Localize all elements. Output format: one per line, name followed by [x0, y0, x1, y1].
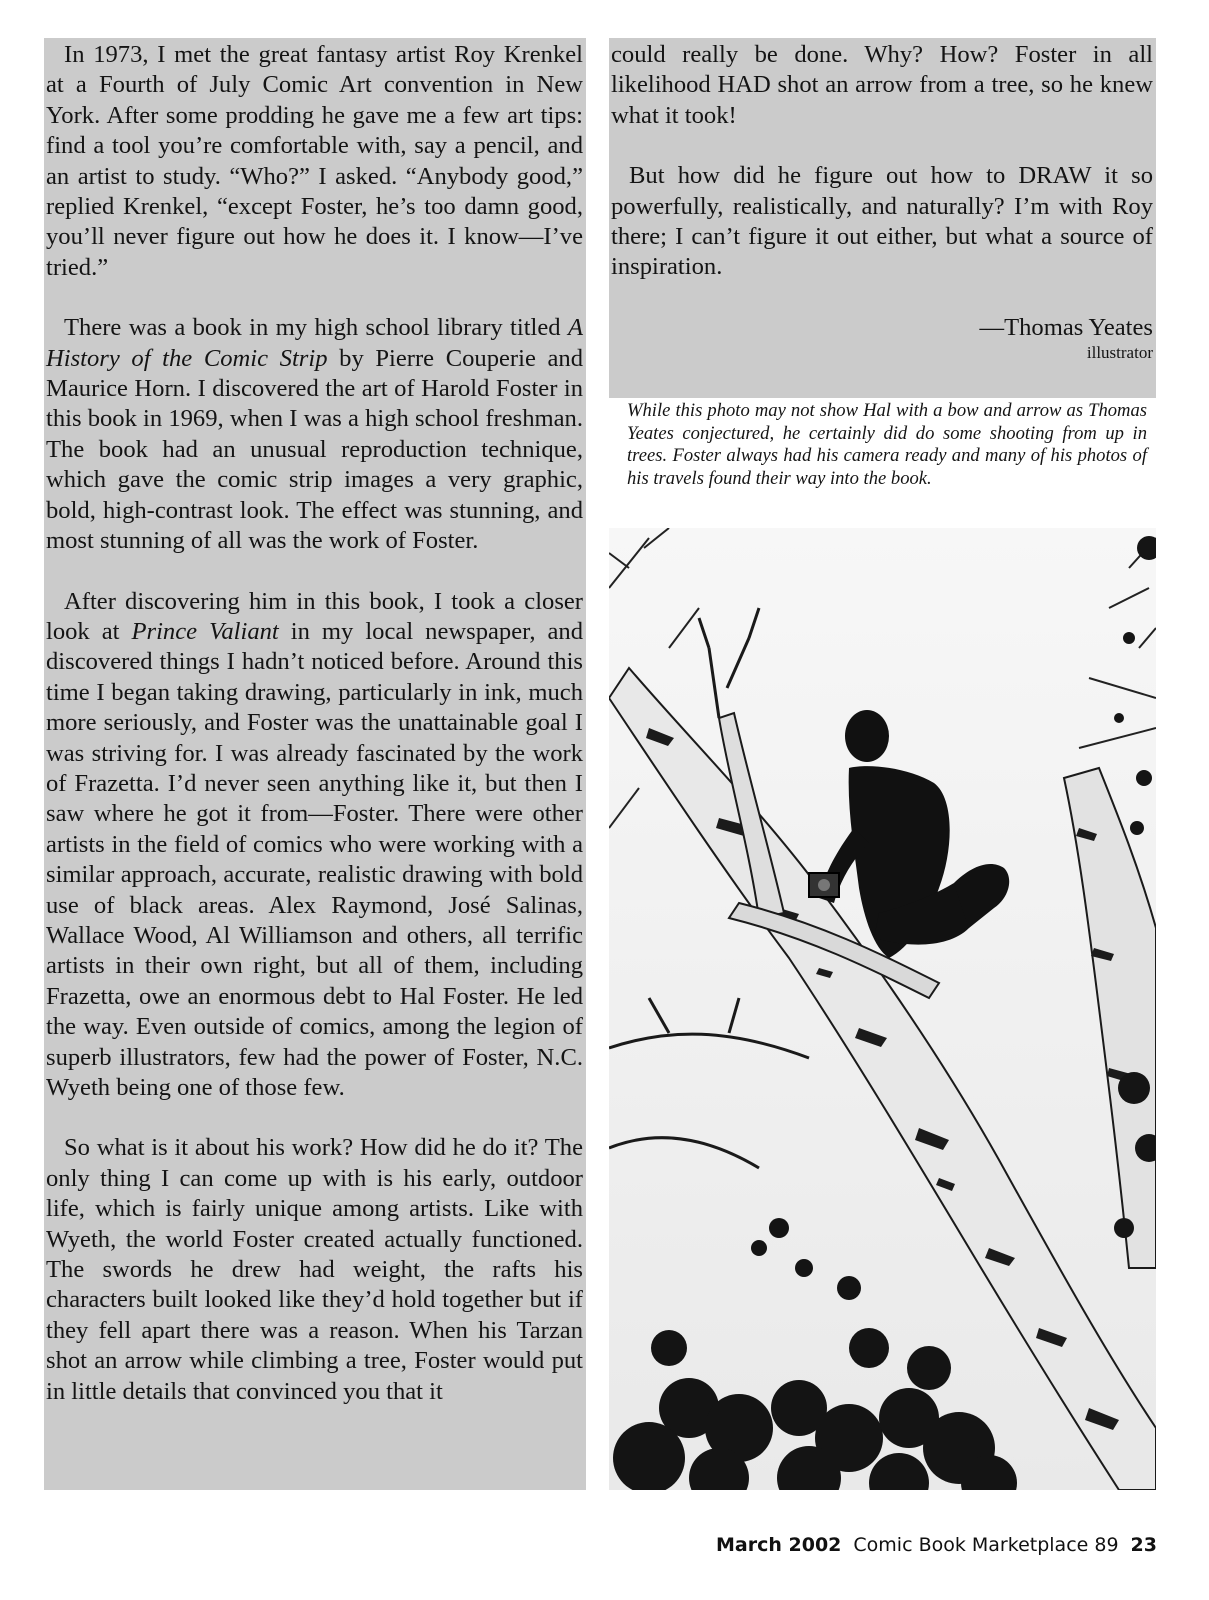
paragraph-text: by Pierre Couperie and Maurice Horn. I discovered the art of Harold Foster in this book in 1969, when I was a high school freshman. The book had an unusual reproduction technique, which gave the comic strip images a very graphic, bold, high-contrast look. The effect was stunning, and most stunning of all was the work of Foster.: [46, 344, 583, 555]
paragraph-text: There was a book in my high school library titled: [64, 314, 568, 342]
article-left-column: [44, 38, 586, 1490]
paragraph-roy-krenkel: In 1973, I met the great fantasy artist Roy Krenkel at a Fourth of July Comic Art convention in New York. After some prodding he gave me a few art tips: find a tool you’re comfortable with, say a pencil, and an artist to study. “Who?” I asked. “Anybody good,” replied Krenkel, “except Foster, he’s too damn good, you’ll never figure out how he does it. I know—I’ve tried.”: [46, 41, 583, 281]
publication-name: Comic Book Marketplace 89: [853, 1534, 1119, 1556]
paragraph-draw-it: But how did he figure out how to DRAW it so powerfully, realistically, and naturally? I’m with Roy there; I can’t figure it out either, but what a source of inspiration.: [611, 162, 1153, 281]
page-footer: [716, 1534, 1157, 1556]
paragraph-history-book: [46, 313, 583, 556]
photo-foster-in-tree: [609, 528, 1156, 1490]
page-number: 23: [1130, 1534, 1157, 1556]
paragraph-could-be-done: could really be done. Why? How? Foster in all likelihood HAD shot an arrow from a tree, so he knew what it took!: [611, 41, 1153, 129]
issue-date: March 2002: [716, 1534, 842, 1556]
paragraph-prince-valiant: [46, 587, 583, 1104]
paragraph-how-did-he-do-it: So what is it about his work? How did he do it? The only thing I can come up with is his early, outdoor life, which is fairly unique among artists. Like with Wyeth, the world Foster created actually functioned. The swords he drew had weight, the rafts his characters built looked like they’d hold together but if they fell apart there was a reason. When his Tarzan shot an arrow while climbing a tree, Foster would put in little details that convinced you that it: [46, 1134, 583, 1405]
paragraph-text: in my local newspaper, and discovered things I hadn’t noticed before. Around this time I began taking drawing, particularly in ink, much more seriously, and Foster was the unattainable goal I was striving for. I was already fascinated by the work of Frazetta. I’d never seen anything like it, but then I saw where he got it from—Foster. There were other artists in the field of comics who were working with a similar approach, accurate, realistic drawing with bold use of black areas. Alex Raymond, José Salinas, Wallace Wood, Al Williamson and others, all terrific artists in their own right, but all of them, including Frazetta, owe an enormous debt to Hal Foster. He led the way. Even outside of comics, among the legion of superb illustrators, few had the power of Foster, N.C. Wyeth being one of those few.: [46, 617, 583, 1101]
book-title: A History of the Comic Strip: [46, 314, 583, 372]
photo-caption: While this photo may not show Hal with a bow and arrow as Thomas Yeates conjectured, he certainly did do some shooting from up in trees. Foster always had his camera ready and many of his photos of his travels found their way into the book.: [627, 400, 1147, 489]
photo-illustration: [609, 528, 1156, 1490]
author-role: illustrator: [1086, 342, 1153, 362]
strip-title: Prince Valiant: [131, 617, 279, 645]
author-credit: —Thomas Yeates: [979, 313, 1153, 341]
article-right-column: [609, 38, 1156, 398]
paragraph-text: After discovering him in this book, I took a closer look at: [46, 587, 583, 645]
